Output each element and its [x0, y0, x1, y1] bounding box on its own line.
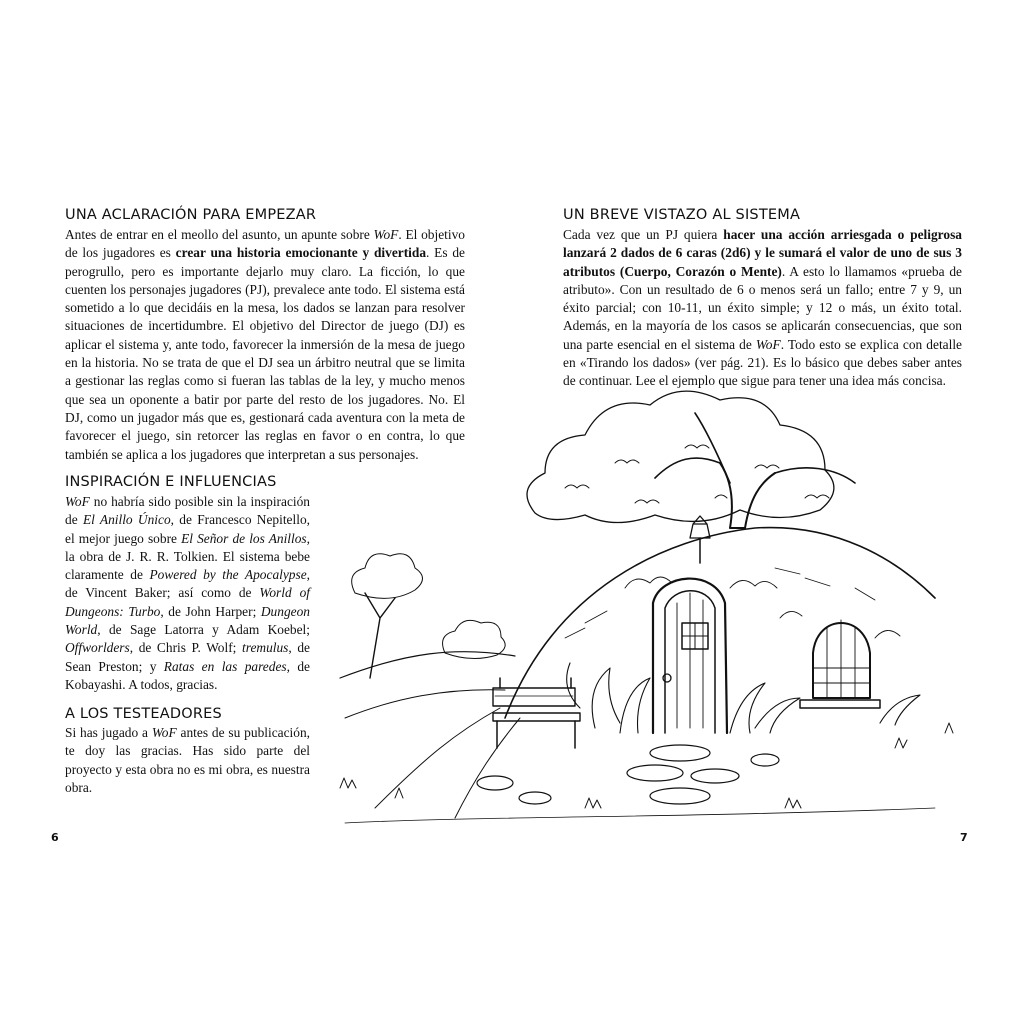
text: , de Kobayashi. A todos, gracias. [65, 658, 310, 692]
small-tree-trunk [365, 593, 395, 678]
page-number-left: 6 [51, 831, 59, 844]
text: , de Francesco Nepitello, el mejor juego sobre [65, 512, 310, 546]
paragraph-inspiracion [65, 493, 310, 694]
text: , la obra de J. R. R. Tolkien. El sistema bebe claramente de [65, 530, 310, 583]
text: WoF [65, 494, 90, 509]
text: . Es de perogrullo, pero es importante dejarlo muy claro. La ficción, lo que cuenten los personajes jugadores (PJ), prevalece ante todo. El sistema está sometido a lo que decidáis en la mesa, los dados se lanzan para resolver situaciones de incertidumbre. El objetivo del Director de juego (DJ) es aplicar el sistema y, ante todo, favorecer la inmersión de la mesa de juego en la historia. No se trata de que el DJ sea un árbitro neutral que se limita a gestionar las reglas como si fueran las tablas de la ley, y mucho menos que sea un oponente a batir por parte del resto de los jugadores. No. El DJ, como un jugador más que es, gestionará cada aventura con la meta de favorecer el juego, sin retorcer las reglas en favor o en contra, lo que también se aplica a los jugadores que interpretan a sus personajes. [65, 245, 465, 462]
text: Antes de entrar en el meollo del asunto, un apunte sobre [65, 227, 374, 242]
big-tree-trunk [720, 463, 775, 528]
text: . Todo esto se explica con detalle en «Tirando los dados» (ver pág. 21). Es lo básico que debes saber antes de continuar. Lee el ejemplo que sigue para tener una idea más concisa. [563, 336, 962, 389]
text: . El objetivo de los jugadores es [65, 227, 465, 261]
text: , de Chris P. Wolf; [129, 640, 243, 656]
canopy-texture [565, 445, 829, 503]
text: World of Dungeons: Turbo [65, 585, 310, 619]
text: Offworlders [65, 640, 130, 656]
path-line [455, 718, 520, 818]
text: crear una historia emocionante y divertida [175, 245, 427, 261]
page-number-right: 7 [960, 831, 968, 844]
text: WoF [151, 725, 177, 740]
path-line [375, 708, 500, 808]
section-title-aclaracion: UNA ACLARACIÓN PARA EMPEZAR [65, 207, 317, 223]
small-tree-foliage [352, 554, 423, 599]
text: Ratas en las paredes [163, 658, 287, 674]
text: Si has jugado a [65, 725, 152, 740]
text: WoF [755, 336, 781, 352]
text: hacer una acción arriesgada o peligrosa lanzará 2 dados de 6 caras (2d6) y le sumará el valor de uno de sus 3 atributos (Cuerpo, Corazón o Mente) [563, 227, 962, 279]
section-title-inspiracion: INSPIRACIÓN E INFLUENCIAS [65, 474, 277, 490]
text: WoF [373, 227, 399, 242]
section-title-sistema: UN BREVE VISTAZO AL SISTEMA [563, 207, 801, 223]
text: El Señor de los Anillos [181, 530, 307, 546]
text: Cada vez que un PJ quiera [563, 227, 724, 242]
text: , de Sage Latorra y Adam Koebel; [97, 622, 310, 638]
hill-line [345, 690, 505, 718]
text: antes de su publicación, te doy las gracias. Has sido parte del proyecto y esta obra no es mi obra, es nuestra obra. [65, 725, 310, 795]
big-tree-canopy [527, 391, 834, 522]
lantern [690, 516, 710, 538]
text: , de Vincent Baker; así como de [65, 567, 311, 601]
hill-line [340, 652, 515, 678]
ground-line [345, 808, 935, 823]
text: no habría sido posible sin la inspiración de [65, 494, 310, 528]
hobbit-hole-illustration [335, 388, 975, 828]
text: . A esto lo llamamos «prueba de atributo». Con un resultado de 6 o menos será un fallo; entre 7 y 9, un éxito parcial; con 10-11, un éxito simple; y 12 o más, un éxito total. Además, en la mayoría de los casos se aplicarán consecuencias, que son una parte esencial en el sistema de [563, 263, 962, 352]
stepping-stones [477, 745, 779, 804]
hill-hatch [565, 568, 875, 638]
text: , de Sean Preston; y [65, 640, 310, 674]
text: tremulus [242, 640, 289, 656]
section-title-testeadores: A LOS TESTEADORES [65, 706, 222, 722]
bench [493, 678, 580, 748]
paragraph-testeadores [65, 724, 310, 797]
door [663, 591, 715, 733]
text: Dungeon World [65, 603, 310, 638]
text: El Anillo Único [82, 512, 171, 528]
text: Powered by the Apocalypse [149, 567, 307, 583]
paragraph-sistema [563, 226, 962, 391]
round-window [800, 620, 880, 708]
text: , de John Harper; [160, 603, 261, 619]
